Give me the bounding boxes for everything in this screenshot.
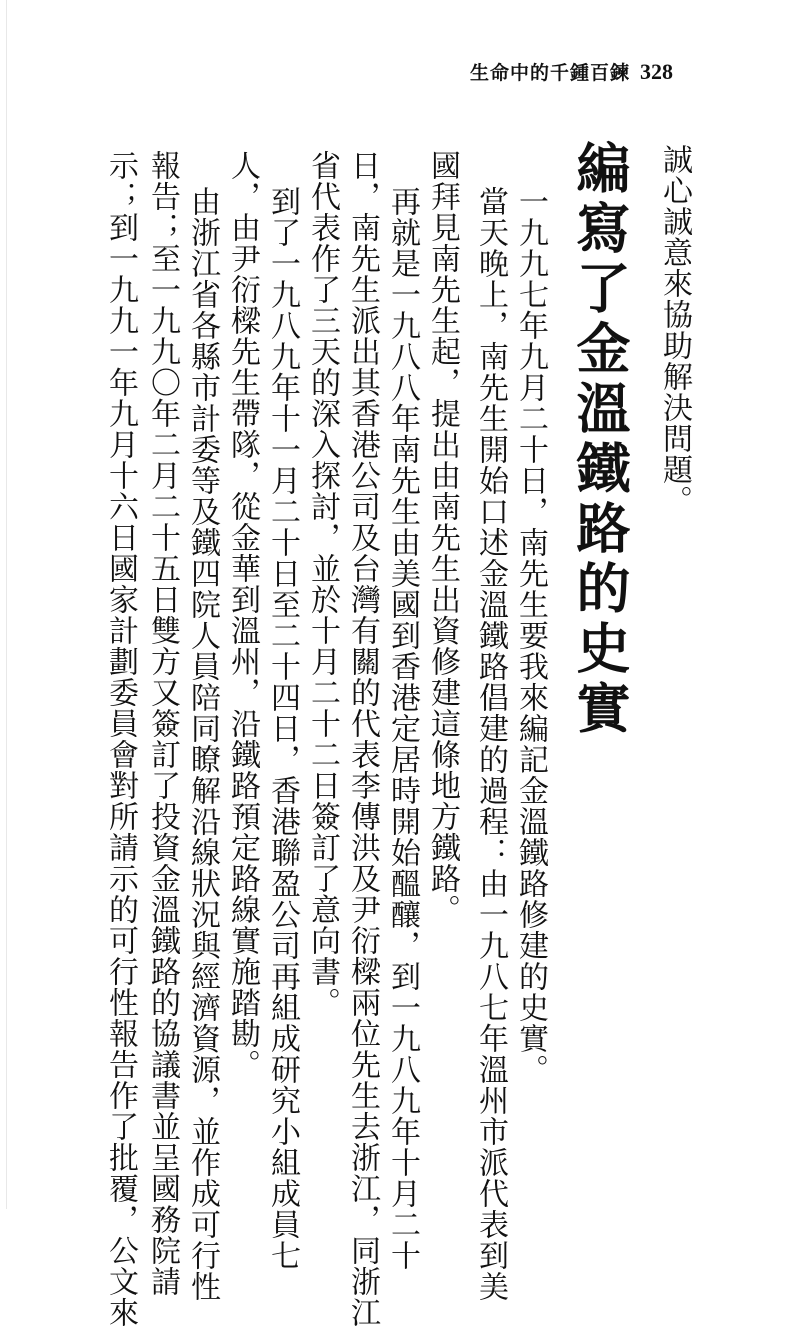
text-column-1: 誠心誠意來協助解決問題。 [657, 144, 692, 516]
text-column-12: 報告；至一九九〇年二月二十五日雙方又簽訂了投資金溫鐵路的協議書並呈國務院請 [145, 150, 180, 1297]
page-edge-line [6, 0, 7, 1209]
running-header [470, 58, 710, 92]
text-column-7: 日，南先生派出其香港公司及台灣有關的代表李傳洪及尹衍樑兩位先生去浙江，同浙江 [345, 150, 380, 1328]
text-column-13: 示；到一九九一年九月十六日國家計劃委員會對所請示的可行性報告作了批覆，公文來 [103, 150, 138, 1328]
text-column-9: 到了一九八九年十一月二十日至二十四日，香港聯盈公司再組成研究小組成員七 [265, 186, 300, 1271]
text-column-3: 一九九七年九月二十日，南先生要我來編記金溫鐵路修建的史實。 [513, 186, 548, 1085]
running-header-title: 生命中的千鍾百鍊 [470, 62, 631, 84]
text-column-8: 省代表作了三天的深入探討，並於十月二十二日簽訂了意向書。 [305, 150, 340, 1018]
text-column-10: 人，由尹衍樑先生帶隊，從金華到溫州，沿鐵路預定路線實施踏勘。 [225, 150, 260, 1080]
section-title: 編寫了金溫鐵路的史實 [568, 140, 632, 740]
text-column-5: 國拜見南先生起，提出由南先生出資修建這條地方鐵路。 [425, 150, 460, 925]
text-column-11: 由浙江省各縣市計委等及鐵四院人員陪同瞭解沿線狀況與經濟資源，並作成可行性 [185, 186, 220, 1302]
text-column-4: 當天晚上，南先生開始口述金溫鐵路倡建的過程：由一九八七年溫州市派代表到美 [473, 186, 508, 1302]
page-number: 328 [640, 59, 674, 84]
text-column-6: 再就是一九八八年南先生由美國到香港定居時開始醞釀，到一九八九年十月二十 [385, 186, 420, 1271]
